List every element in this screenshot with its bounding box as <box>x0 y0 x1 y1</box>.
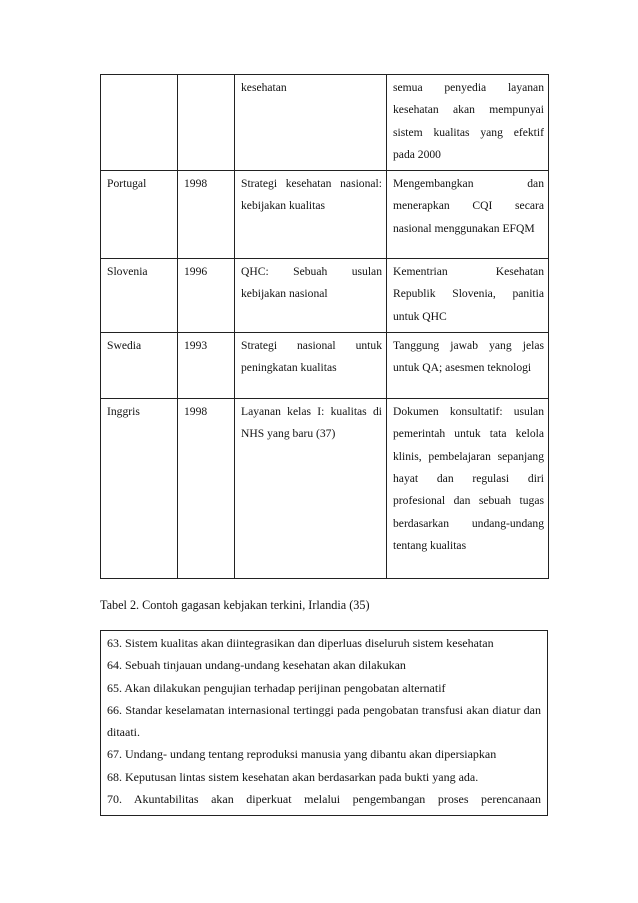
policy-cell: Strategi nasional untuk peningkatan kualitas <box>235 333 387 399</box>
table-row <box>101 75 549 171</box>
policy-cell: QHC: Sebuah usulan kebijakan nasional <box>235 259 387 333</box>
list-item: 64. Sebuah tinjauan undang-undang kesehatan akan dilakukan <box>107 658 406 673</box>
details-cell: Mengembangkan dan menerapkan CQI secara nasional menggunakan EFQM <box>387 171 549 259</box>
list-item: 63. Sistem kualitas akan diintegrasikan dan diperluas diseluruh sistem kesehatan <box>107 636 494 650</box>
table-row <box>101 399 549 579</box>
details-cell: semua penyedia layanan kesehatan akan mempunyai sistem kualitas yang efektif pada 2000 <box>387 75 549 171</box>
country-cell: Slovenia <box>101 259 178 333</box>
country-cell: Swedia <box>101 333 178 399</box>
list-item: 67. Undang- undang tentang reproduksi manusia yang dibantu akan dipersiapkan <box>107 747 497 762</box>
year-cell <box>178 75 235 171</box>
list-item: 68. Keputusan lintas sistem kesehatan akan berdasarkan pada bukti yang ada. <box>107 769 479 784</box>
year-cell: 1998 <box>178 399 235 579</box>
policy-cell: Layanan kelas I: kualitas di NHS yang baru (37) <box>235 399 387 579</box>
table-row <box>101 259 549 333</box>
table-caption: Tabel 2. Contoh gagasan kebjakan terkini, Irlandia (35) <box>100 598 370 612</box>
list-item: 66. Standar keselamatan internasional tertinggi pada pengobatan transfusi akan diatur dan ditaati. <box>107 702 541 740</box>
policy-list-box <box>100 630 548 816</box>
table-row <box>101 171 549 259</box>
year-cell: 1998 <box>178 171 235 259</box>
policy-cell: Strategi kesehatan nasional: kebijakan kualitas <box>235 171 387 259</box>
table-row <box>101 333 549 399</box>
policy-cell: kesehatan <box>235 75 387 171</box>
country-cell <box>101 75 178 171</box>
list-item: 70. Akuntabilitas akan diperkuat melalui pengembangan proses perencanaan <box>107 792 541 807</box>
details-cell: Kementrian Kesehatan Republik Slovenia, panitia untuk QHC <box>387 259 549 333</box>
year-cell: 1993 <box>178 333 235 399</box>
details-cell: Dokumen konsultatif: usulan pemerintah untuk tata kelola klinis, pembelajaran sepanjang hayat dan regulasi diri profesional dan sebuah tugas berdasarkan undang-undang tentang kualitas <box>387 399 549 579</box>
details-cell: Tanggung jawab yang jelas untuk QA; asesmen teknologi <box>387 333 549 399</box>
country-cell: Portugal <box>101 171 178 259</box>
list-item: 65. Akan dilakukan pengujian terhadap perijinan pengobatan alternatif <box>107 680 446 695</box>
year-cell: 1996 <box>178 259 235 333</box>
policy-table <box>100 74 549 579</box>
country-cell: Inggris <box>101 399 178 579</box>
